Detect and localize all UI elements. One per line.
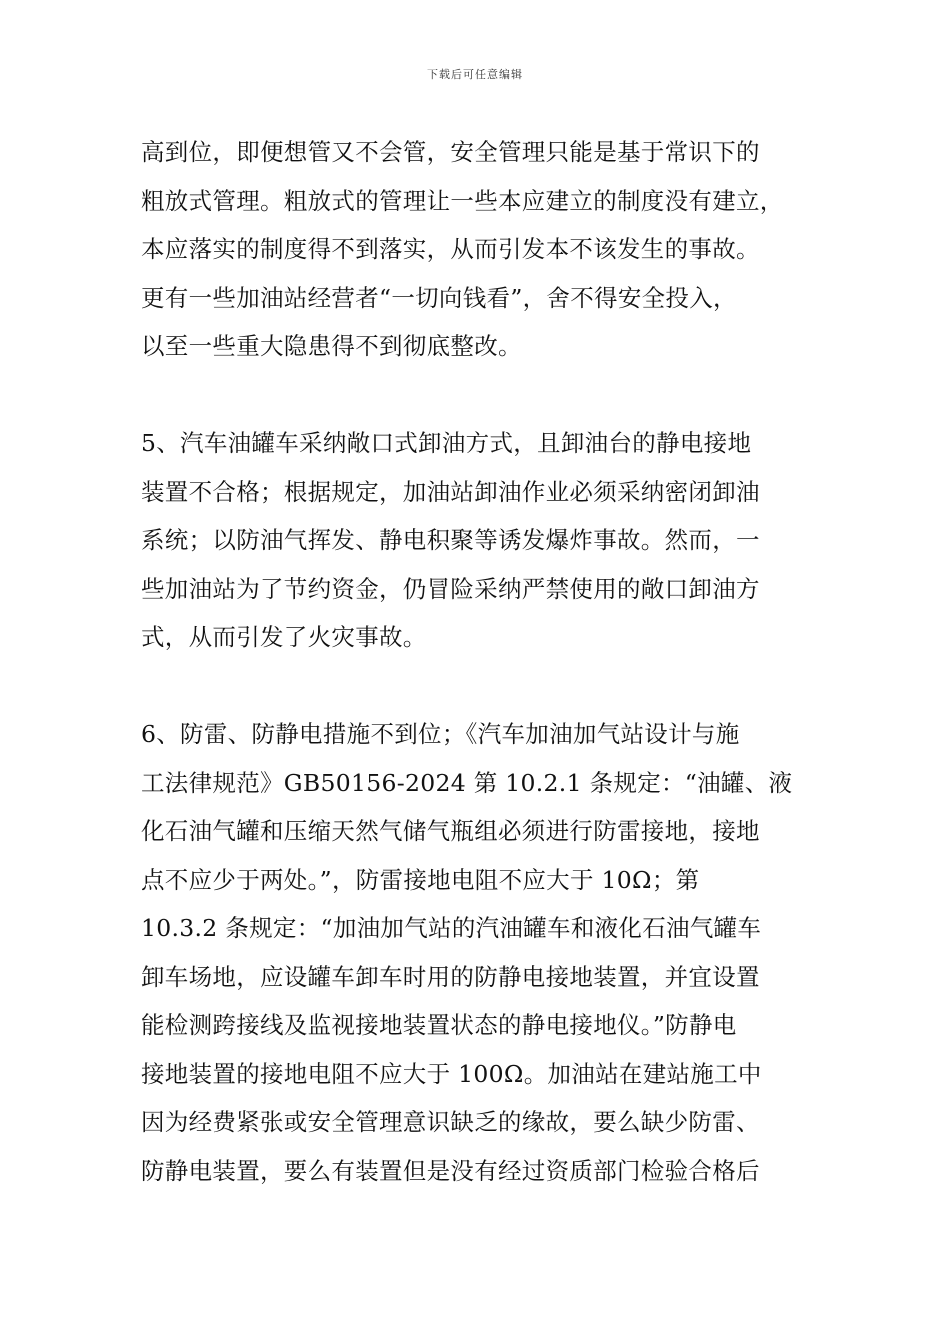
paragraph-line: 防静电装置，要么有装置但是没有经过资质部门检验合格后 — [141, 1156, 760, 1185]
paragraph-2 — [141, 419, 821, 662]
paragraph-line: 更有一些加油站经营者“一切向钱看”，舍不得安全投入， — [141, 283, 737, 312]
document-body — [141, 128, 821, 1195]
paragraph-line: 高到位，即便想管又不会管，安全管理只能是基于常识下的 — [141, 138, 760, 166]
paragraph-line: 5、汽车油罐车采纳敞口式卸油方式，且卸油台的静电接地 — [141, 429, 752, 457]
paragraph-line: 因为经费紧张或安全管理意识缺乏的缘故，要么缺少防雷、 — [141, 1108, 760, 1136]
paragraph-line: 工法律规范》GB50156-2024 第 10.2.1 条规定：“油罐、液 — [141, 768, 793, 797]
paragraph-1 — [141, 128, 821, 371]
paragraph-line: 式，从而引发了火灾事故。 — [141, 623, 427, 651]
paragraph-line: 点不应少于两处。”，防雷接地电阻不应大于 10Ω；第 — [141, 865, 700, 894]
paragraph-line: 6、防雷、防静电措施不到位；《汽车加油加气站设计与施 — [141, 720, 740, 748]
paragraph-line: 粗放式管理。粗放式的管理让一些本应建立的制度没有建立， — [141, 186, 784, 215]
paragraph-line: 10.3.2 条规定：“加油加气站的汽油罐车和液化石油气罐车 — [141, 914, 762, 942]
paragraph-line: 以至一些重大隐患得不到彻底整改。 — [141, 332, 522, 360]
paragraph-line: 本应落实的制度得不到落实，从而引发本不该发生的事故。 — [141, 235, 760, 263]
paragraph-line: 能检测跨接线及监视接地装置状态的静电接地仪。”防静电 — [141, 1011, 737, 1039]
paragraph-3 — [141, 710, 821, 1195]
paragraph-line: 化石油气罐和压缩天然气储气瓶组必须进行防雷接地，接地 — [141, 817, 760, 845]
paragraph-gap — [141, 662, 821, 711]
paragraph-line: 装置不合格；根据规定，加油站卸油作业必须采纳密闭卸油 — [141, 477, 760, 506]
paragraph-line: 些加油站为了节约资金，仍冒险采纳严禁使用的敞口卸油方 — [141, 574, 760, 603]
paragraph-line: 接地装置的接地电阻不应大于 100Ω。加油站在建站施工中 — [141, 1059, 762, 1088]
paragraph-line: 卸车场地，应设罐车卸车时用的防静电接地装置，并宜设置 — [141, 962, 760, 991]
paragraph-line: 系统；以防油气挥发、静电积聚等诱发爆炸事故。然而，一 — [141, 526, 760, 554]
page-header: 下载后可任意编辑 — [427, 68, 523, 81]
paragraph-gap — [141, 371, 821, 420]
